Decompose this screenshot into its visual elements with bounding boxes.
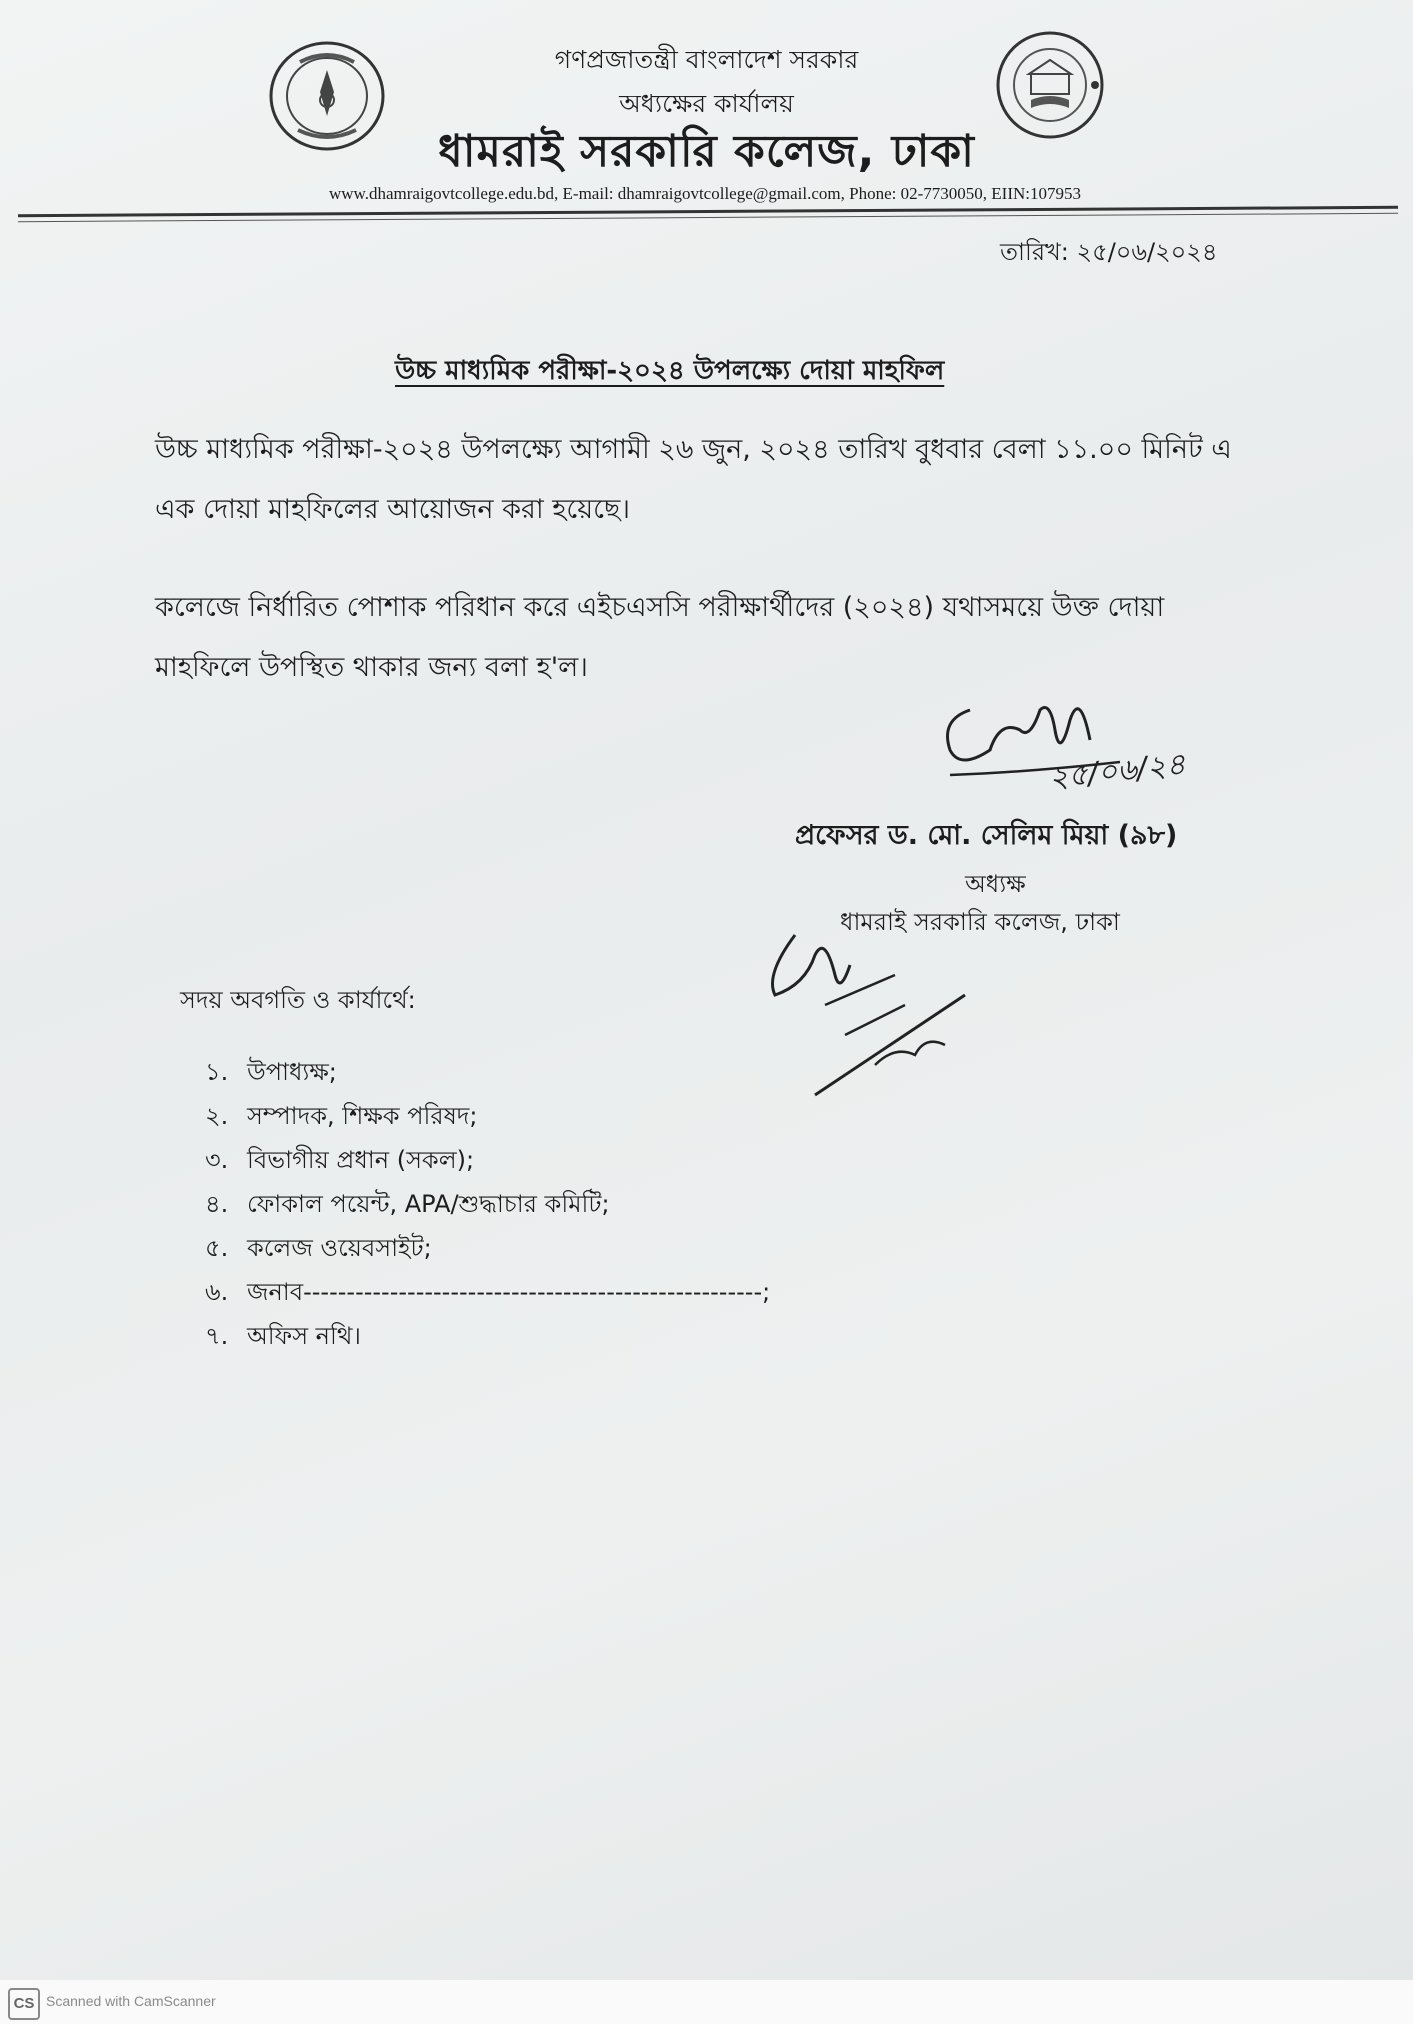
- scanner-footer: [0, 1980, 1413, 2024]
- list-item: ১. উপাধ্যক্ষ;: [205, 1058, 337, 1086]
- contact-info: www.dhamraigovtcollege.edu.bd, E-mail: dhamraigovtcollege@gmail.com, Phone: 02-7730050, EIIN:107953: [329, 184, 1081, 203]
- signatory-name: প্রফেসর ড. মো. সেলিম মিয়া (৯৮): [795, 820, 1178, 851]
- header-divider: [18, 206, 1398, 217]
- copy-to-list: [205, 1050, 770, 1358]
- camscanner-logo: CS: [8, 1988, 40, 2020]
- copy-to-heading: সদয় অবগতি ও কার্যার্থে:: [180, 986, 416, 1014]
- list-item: ৭. অফিস নথি।: [205, 1322, 361, 1350]
- list-item: ৬. জনাব-----------------------------------------------------;: [205, 1278, 771, 1306]
- signatory-college: ধামরাই সরকারি কলেজ, ঢাকা: [840, 908, 1120, 936]
- college-name: ধামরাই সরকারি কলেজ, ঢাকা: [438, 126, 975, 177]
- government-title: গণপ্রজাতন্ত্রী বাংলাদেশ সরকার: [554, 45, 859, 74]
- list-item: ৩. বিভাগীয় প্রধান (সকল);: [205, 1146, 475, 1174]
- list-item: ৫. কলেজ ওয়েবসাইট;: [205, 1234, 432, 1262]
- handwritten-initial: [755, 915, 985, 1105]
- office-title: অধ্যক্ষের কার্যালয়: [619, 89, 794, 118]
- principal-signature: [930, 680, 1250, 810]
- list-item: ২. সম্পাদক, শিক্ষক পরিষদ;: [205, 1102, 478, 1130]
- letter-date: তারিখ: ২৫/০৬/২০২৪: [1000, 238, 1218, 266]
- body-paragraph-2: কলেজে নির্ধারিত পোশাক পরিধান করে এইচএসসি পরীক্ষার্থীদের (২০২৪) যথাসময়ে উক্ত দোয়া মাহফিলে উপস্থিত থাকার জন্য বলা হ'ল।: [155, 592, 1165, 683]
- scanner-watermark: Scanned with CamScanner: [46, 1993, 216, 2009]
- signatory-designation: অধ্যক্ষ: [965, 870, 1026, 898]
- letter-subject: উচ্চ মাধ্যমিক পরীক্ষা-২০২৪ উপলক্ষ্যে দোয়া মাহফিল: [395, 356, 945, 386]
- signature-date: ২৫/০৬/২৪: [1047, 746, 1188, 796]
- list-item: ৪. ফোকাল পয়েন্ট, APA/শুদ্ধাচার কমিটি;: [205, 1190, 610, 1218]
- body-paragraph-1: উচ্চ মাধ্যমিক পরীক্ষা-২০২৪ উপলক্ষ্যে আগামী ২৬ জুন, ২০২৪ তারিখ বুধবার বেলা ১১.০০ মিনিট এ এক দোয়া মাহফিলের আয়োজন করা হয়েছে।: [155, 434, 1232, 525]
